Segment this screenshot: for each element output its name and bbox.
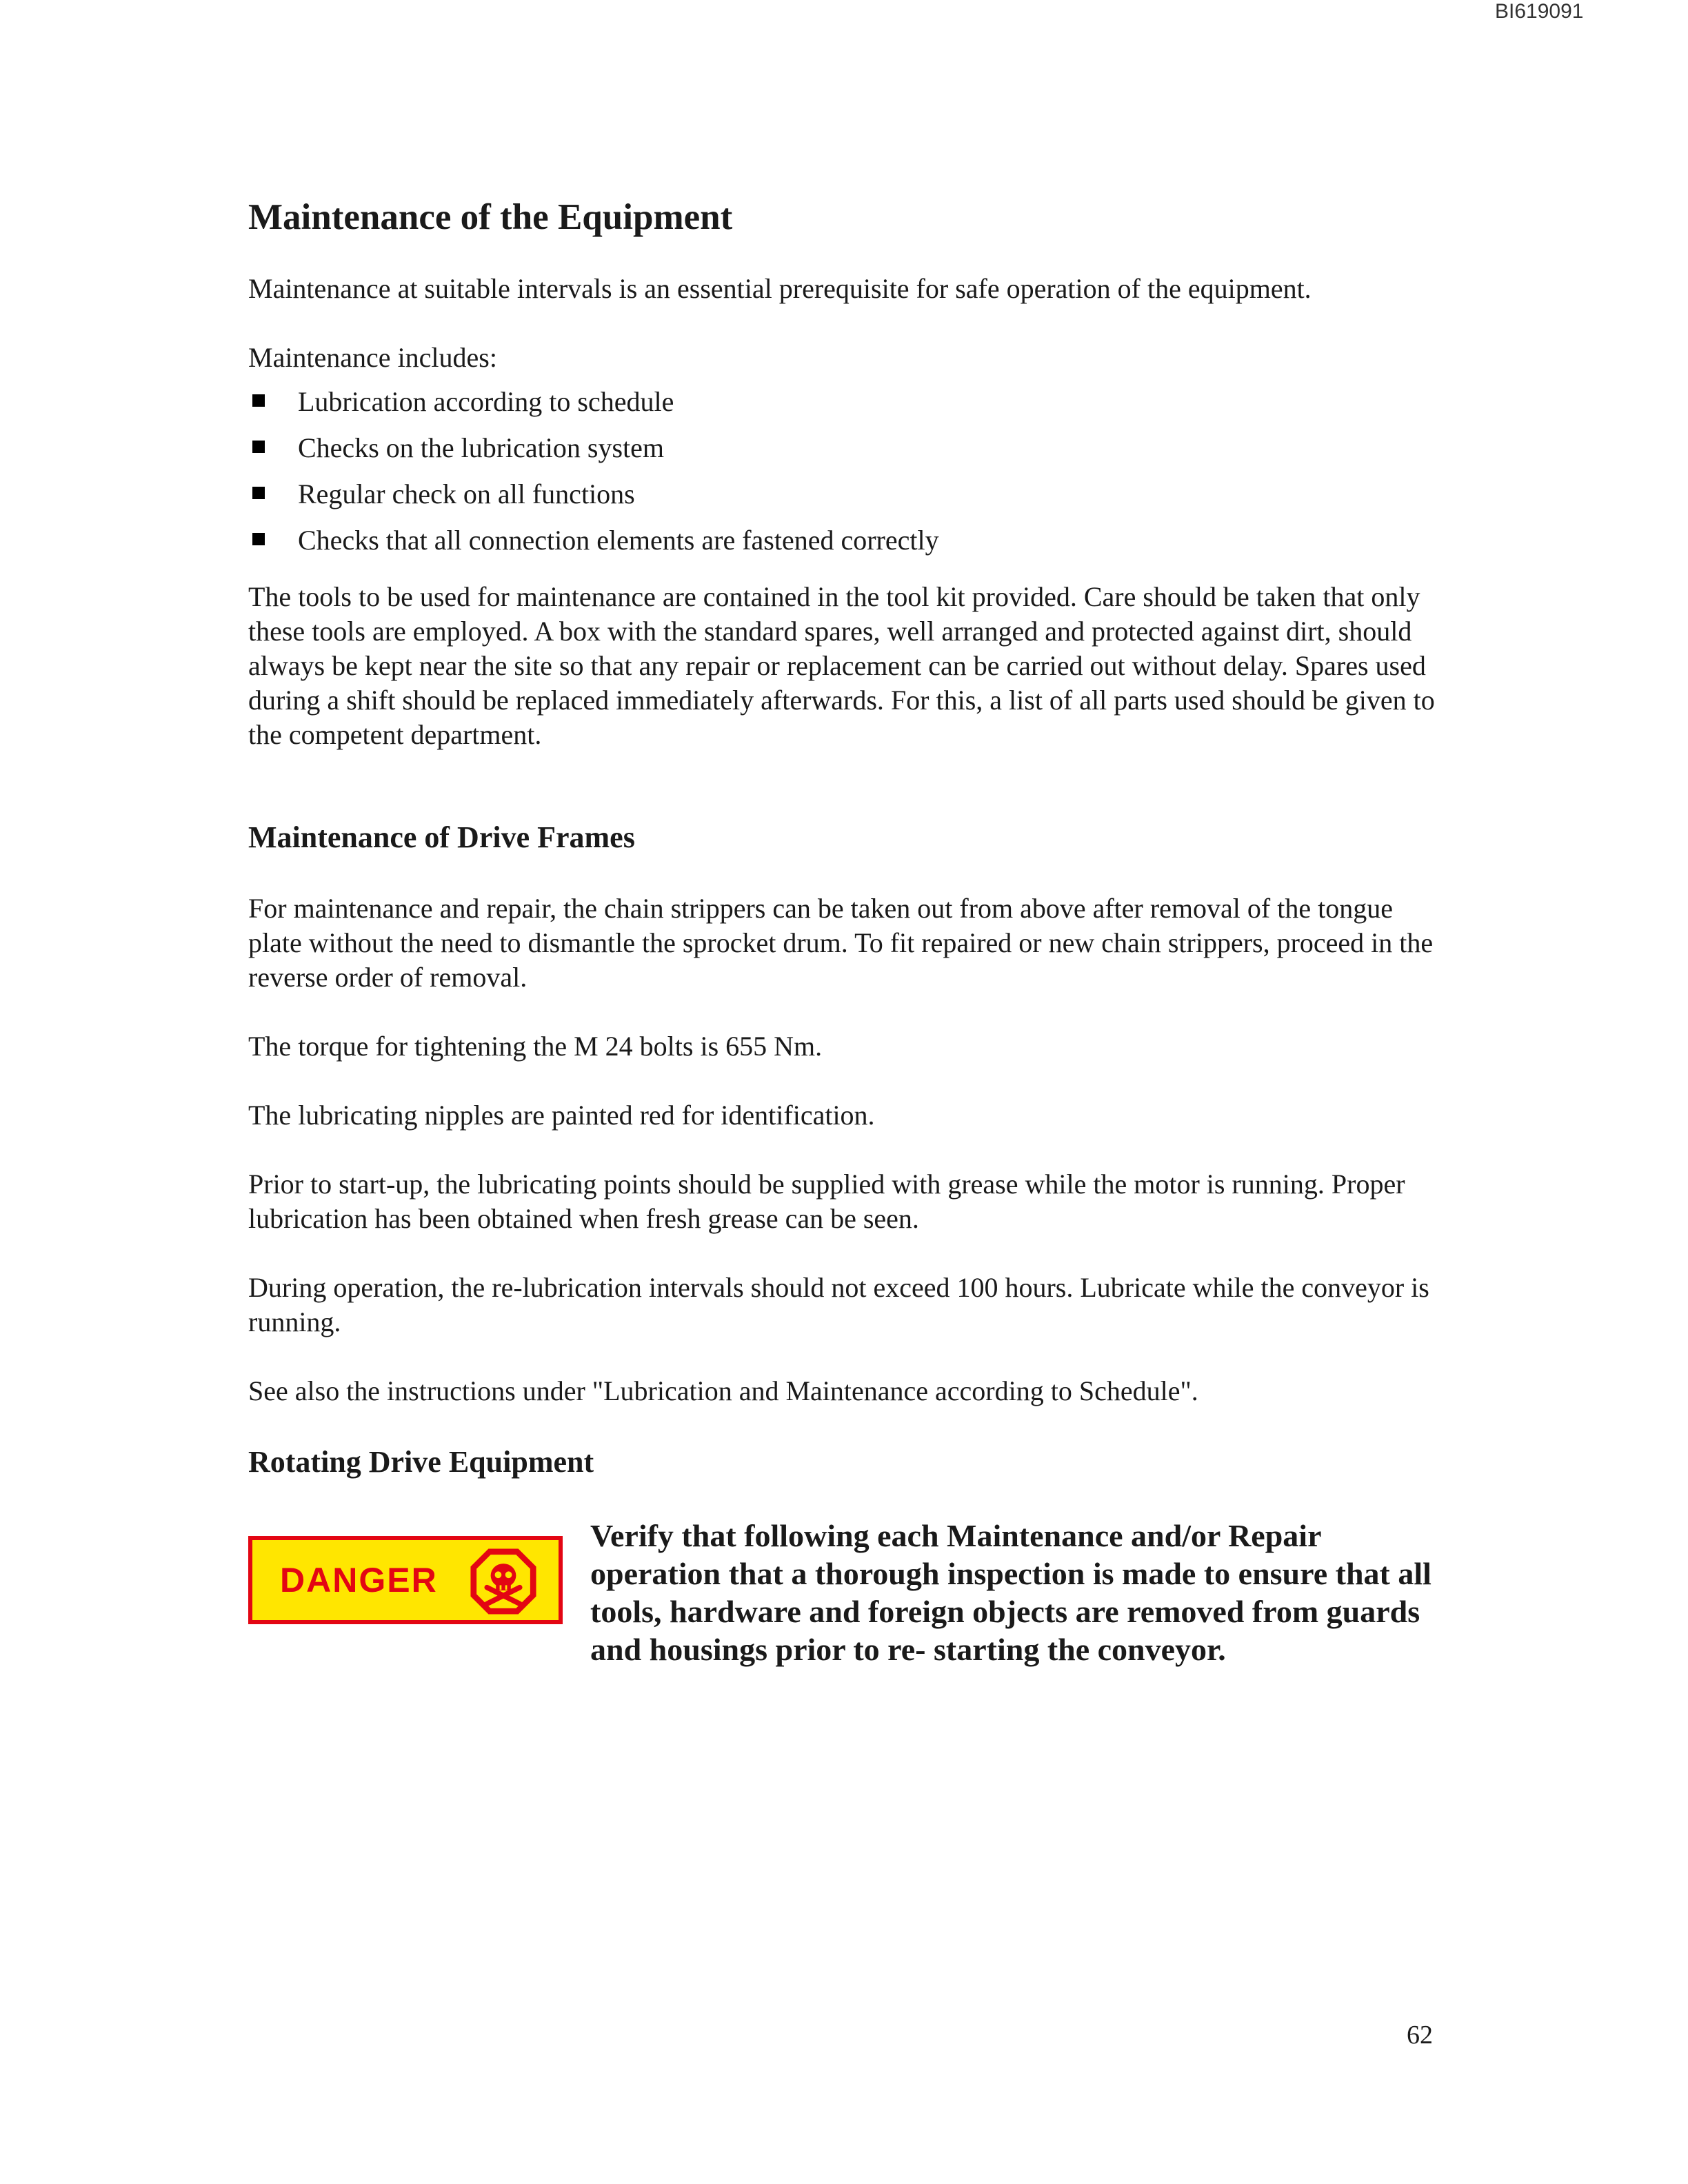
section-heading-rotating-drive: Rotating Drive Equipment <box>248 1445 594 1479</box>
danger-label: DANGER <box>280 1561 438 1600</box>
bullet-square-icon <box>252 533 265 545</box>
maintenance-list <box>248 385 1448 558</box>
skull-crossbones-icon <box>466 1544 541 1619</box>
includes-label: Maintenance includes: <box>248 341 497 373</box>
list-item: Lubrication according to schedule <box>248 385 1448 419</box>
bullet-square-icon <box>252 487 265 499</box>
paragraph-see-also: See also the instructions under "Lubrication and Maintenance according to Schedule". <box>248 1375 1198 1407</box>
bullet-square-icon <box>252 441 265 453</box>
paragraph-nipples: The lubricating nipples are painted red for identification. <box>248 1100 875 1131</box>
section-heading-maintenance-equipment: Maintenance of the Equipment <box>248 197 733 237</box>
danger-sign <box>248 1536 563 1624</box>
tools-paragraph: The tools to be used for maintenance are contained in the tool kit provided. Care should be taken that only these tools are employed. A box with the standard spares, well arranged and protected against dirt, should always be kept near the site so that any repair or replacement can be carried out without delay. Spares used during a shift should be replaced immediately afterwards. For this, a list of all parts used should be given to the competent department. <box>248 580 1435 750</box>
list-item: Checks that all connection elements are fastened correctly <box>248 523 1448 558</box>
paragraph-chain-strippers: For maintenance and repair, the chain strippers can be taken out from above after removal of the tongue plate without the need to dismantle the sprocket drum. To fit repaired or new chain strippers, proceed in the reverse order of removal. <box>248 893 1434 993</box>
list-item: Regular check on all functions <box>248 477 1448 512</box>
bullet-square-icon <box>252 394 265 407</box>
danger-warning <box>248 1517 1448 1668</box>
paragraph-start-up: Prior to start-up, the lubricating points should be supplied with grease while the motor is running. Proper lubrication has been obtained when fresh grease can be seen. <box>248 1169 1405 1235</box>
list-item: Checks on the lubrication system <box>248 431 1448 465</box>
paragraph-intervals: During operation, the re-lubrication intervals should not exceed 100 hours. Lubricate while the conveyor is running. <box>248 1272 1429 1338</box>
warning-text: Verify that following each Maintenance and/or Repair operation that a thorough inspection is made to ensure that all tools, hardware and foreign objects are removed from guards and housings prior to re- starting the conveyor. <box>590 1518 1431 1668</box>
page-content <box>248 196 1448 1668</box>
document-id: BI619091 <box>1495 0 1584 23</box>
section-heading-drive-frames: Maintenance of Drive Frames <box>248 820 635 854</box>
paragraph-torque: The torque for tightening the M 24 bolts is 655 Nm. <box>248 1031 823 1062</box>
intro-paragraph: Maintenance at suitable intervals is an essential prerequisite for safe operation of the equipment. <box>248 272 1312 304</box>
page-number: 62 <box>1407 2021 1433 2050</box>
